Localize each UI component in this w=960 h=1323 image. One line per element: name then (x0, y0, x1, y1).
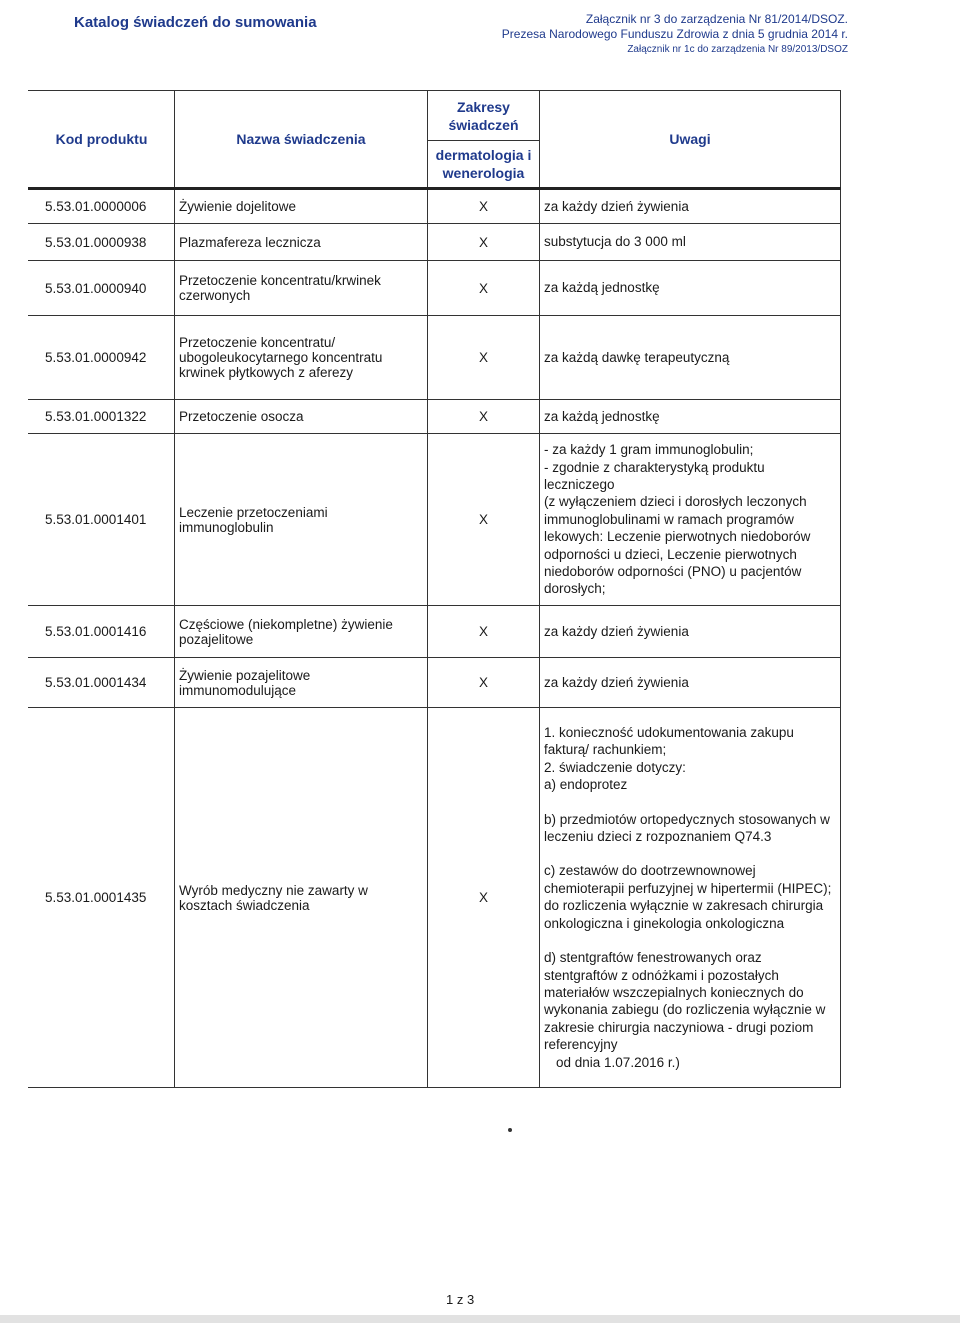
scan-dot (508, 1128, 512, 1132)
remark-text: 1. konieczność udokumentowania zakupu fakturą/ rachunkiem; (544, 725, 794, 758)
remark-text: za każdy dzień żywienia (544, 623, 689, 639)
header-kod-produktu: Kod produktu (29, 91, 175, 189)
range-mark: X (428, 434, 540, 606)
remarks (540, 316, 841, 400)
header-uwagi: Uwagi (540, 91, 841, 189)
remarks (540, 708, 841, 1088)
remarks (540, 400, 841, 434)
remark-text: (z wyłączeniem dzieci i dorosłych leczonych immunoglobulinami w ramach programów lekowych: Leczenie pierwotnych niedoborów odporności u dzieci, Leczenie pierwotnych niedoborów odporności (PNO) u pacjentów dorosłych; (544, 494, 811, 597)
table-row (29, 189, 841, 224)
remarks (540, 224, 841, 261)
range-mark: X (428, 606, 540, 658)
attachment-line-2: Prezesa Narodowego Funduszu Zdrowia z dnia 5 grudnia 2014 r. (501, 27, 848, 41)
range-mark: X (428, 189, 540, 224)
remark-text: d) stentgraftów fenestrowanych oraz stentgraftów z odnóżkami i pozostałych materiałów wszczepialnych koniecznych do wykonania zabiegu (do rozliczenia wyłącznie w zakresie chirurgia naczyniowa - drugi poziom referencyjny (544, 950, 826, 1053)
remarks (540, 434, 841, 606)
header-attachment-note (502, 12, 848, 57)
remark-text: c) zestawów do dootrzewnownowej chemioterapii perfuzyjnej w hipertermii (HIPEC); do rozliczenia wyłącznie w zakresach chirurgia onkologiczna i ginekologia onkologiczna (544, 863, 832, 931)
remark-text: 2. świadczenie dotyczy: (544, 759, 686, 775)
product-code: 5.53.01.0000942 (29, 316, 175, 400)
remark-text: - za każdy 1 gram immunoglobulin; (544, 442, 754, 458)
table-row (29, 434, 841, 606)
remark-text: za każdy dzień żywienia (544, 674, 689, 690)
catalog-table (28, 90, 841, 1088)
remark-text: a) endoprotez (544, 777, 628, 793)
range-mark: X (428, 658, 540, 708)
range-mark: X (428, 261, 540, 316)
service-name: Żywienie dojelitowe (175, 189, 428, 224)
table-row (29, 400, 841, 434)
remark-text: substytucja do 3 000 ml (544, 234, 686, 250)
page-number: 1 z 3 (446, 1292, 475, 1307)
range-mark: X (428, 708, 540, 1088)
remark-text: za każdą dawkę terapeutyczną (544, 349, 730, 365)
table-row (29, 261, 841, 316)
range-mark: X (428, 316, 540, 400)
product-code: 5.53.01.0001322 (29, 400, 175, 434)
remark-text: za każdą jednostkę (544, 280, 660, 296)
remark-text: od dnia 1.07.2016 r.) (556, 1054, 680, 1070)
service-name: Leczenie przetoczeniami immunoglobulin (175, 434, 428, 606)
document-title: Katalog świadczeń do sumowania (74, 14, 317, 31)
attachment-line-3: Załącznik nr 1c do zarządzenia Nr 89/2013/DSOZ (627, 44, 848, 55)
table-row (29, 224, 841, 261)
table-row (29, 606, 841, 658)
remarks (540, 606, 841, 658)
remark-text: b) przedmiotów ortopedycznych stosowanych w leczeniu dzieci z rozpoznaniem Q74.3 (544, 811, 830, 845)
remark-text: za każdą jednostkę (544, 408, 660, 424)
header-nazwa-swiadczenia: Nazwa świadczenia (175, 91, 428, 189)
service-name: Żywienie pozajelitowe immunomodulujące (175, 658, 428, 708)
product-code: 5.53.01.0000940 (29, 261, 175, 316)
product-code: 5.53.01.0001434 (29, 658, 175, 708)
remarks (540, 658, 841, 708)
product-code: 5.53.01.0001435 (29, 708, 175, 1088)
service-name: Przetoczenie koncentratu/krwinek czerwonych (175, 261, 428, 316)
table-row (29, 316, 841, 400)
service-name: Plazmafereza lecznicza (175, 224, 428, 261)
remarks (540, 261, 841, 316)
scan-edge (0, 1315, 960, 1323)
product-code: 5.53.01.0001401 (29, 434, 175, 606)
range-mark: X (428, 400, 540, 434)
product-code: 5.53.01.0000006 (29, 189, 175, 224)
table-row (29, 658, 841, 708)
service-name: Przetoczenie koncentratu/ ubogoleukocytarnego koncentratu krwinek płytkowych z aferezy (175, 316, 428, 400)
remarks (540, 189, 841, 224)
header-zakresy-swiadczen: Zakresy świadczeń (428, 91, 540, 141)
service-name: Przetoczenie osocza (175, 400, 428, 434)
product-code: 5.53.01.0001416 (29, 606, 175, 658)
service-name: Częściowe (niekompletne) żywienie pozajelitowe (175, 606, 428, 658)
remark-text: za każdy dzień żywienia (544, 198, 689, 214)
table-row (29, 708, 841, 1088)
range-mark: X (428, 224, 540, 261)
remark-text: - zgodnie z charakterystyką produktu leczniczego (544, 459, 765, 492)
header-dermatologia-wenerologia: dermatologia i wenerologia (428, 141, 540, 189)
attachment-line-1: Załącznik nr 3 do zarządzenia Nr 81/2014/DSOZ. (585, 12, 848, 26)
product-code: 5.53.01.0000938 (29, 224, 175, 261)
service-name: Wyrób medyczny nie zawarty w kosztach świadczenia (175, 708, 428, 1088)
